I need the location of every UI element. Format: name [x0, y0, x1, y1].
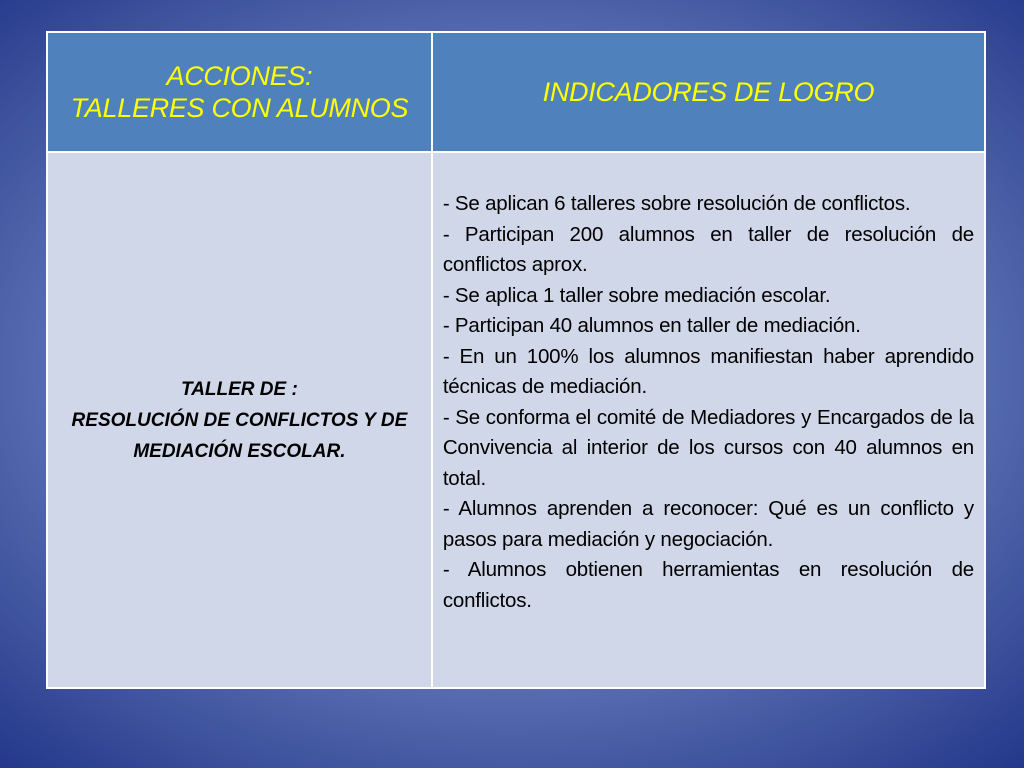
- indicators-list: [443, 189, 974, 616]
- actions-header: [47, 32, 432, 152]
- indicator-item: - Participan 40 alumnos en taller de mediación.: [442, 314, 861, 337]
- indicators-cell: [432, 152, 985, 688]
- indicator-item: - Se aplican 6 talleres sobre resolución de conflictos.: [442, 192, 911, 215]
- indicator-item: - Participan 200 alumnos en taller de resolución de conflictos aprox.: [442, 222, 974, 276]
- indicator-item: - Se aplica 1 taller sobre mediación escolar.: [442, 283, 831, 307]
- action-line1: TALLER DE :: [181, 378, 298, 400]
- actions-indicators-table: [46, 31, 986, 689]
- table-row: [47, 152, 985, 688]
- table-header-row: [47, 32, 985, 152]
- action-line3: MEDIACIÓN ESCOLAR.: [133, 440, 346, 462]
- indicator-item: - En un 100% los alumnos manifiestan haber aprendido técnicas de mediación.: [442, 344, 974, 398]
- indicators-header: [432, 32, 985, 152]
- actions-header-line1: ACCIONES:: [166, 61, 313, 91]
- indicator-item: - Alumnos aprenden a reconocer: Qué es un conflicto y pasos para mediación y negociación.: [442, 497, 974, 551]
- action-line2: RESOLUCIÓN DE CONFLICTOS Y DE: [71, 409, 408, 431]
- action-cell: [47, 152, 432, 688]
- indicator-item: - Alumnos obtienen herramientas en resolución de conflictos.: [442, 558, 974, 612]
- indicators-header-label: INDICADORES DE LOGRO: [542, 77, 875, 107]
- actions-header-line2: TALLERES CON ALUMNOS: [70, 93, 409, 123]
- indicator-item: - Se conforma el comité de Mediadores y Encargados de la Convivencia al interior de los cursos con 40 alumnos en total.: [442, 405, 974, 490]
